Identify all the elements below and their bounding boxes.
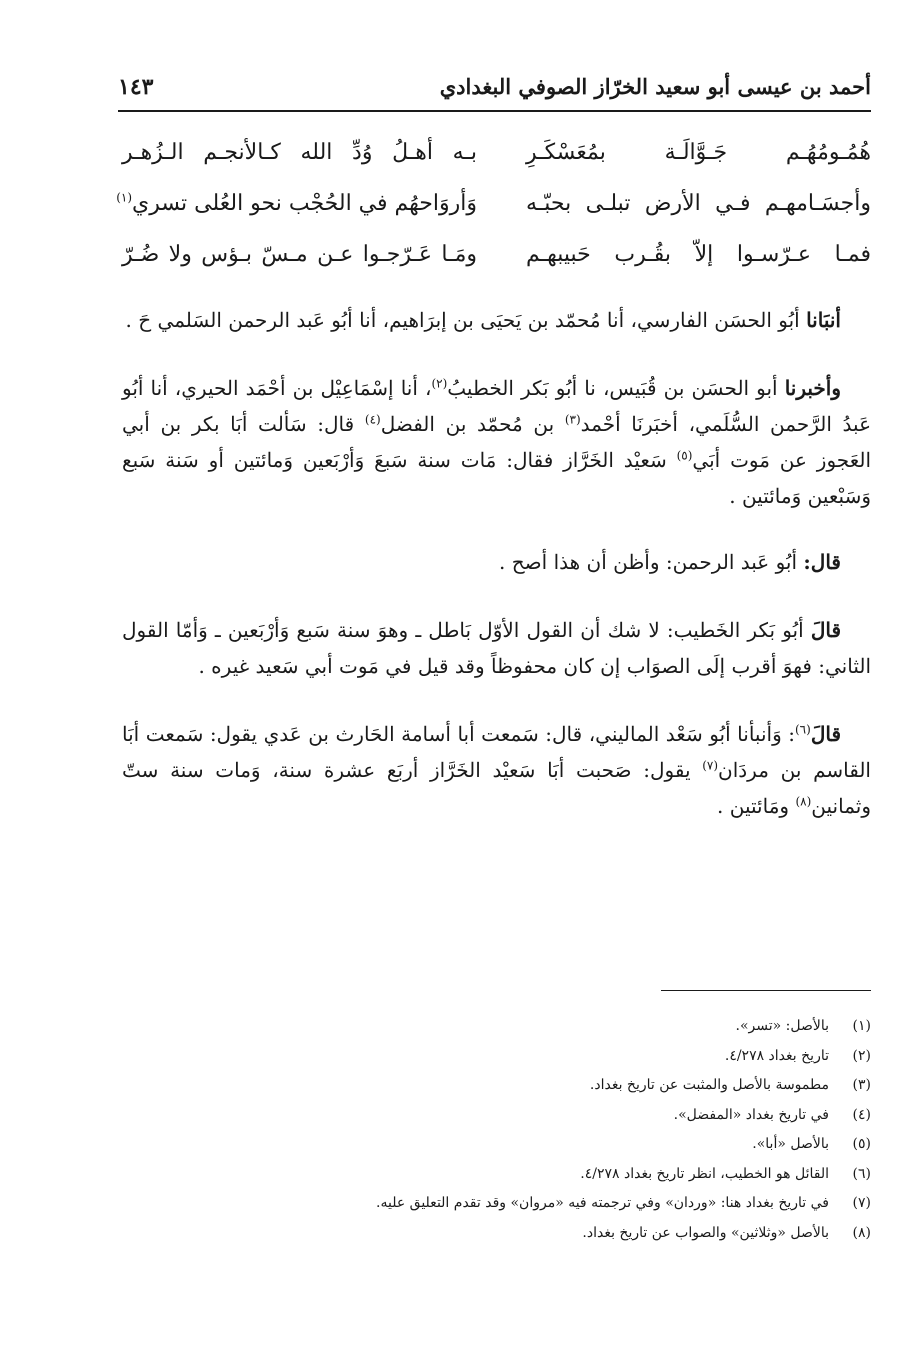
verse	[122, 140, 871, 191]
hemistich-text: وَأروَاحهُم في الحُجْب نحو العُلى تسري	[132, 191, 477, 216]
verse	[116, 190, 871, 242]
running-header	[118, 70, 871, 112]
footnote-text: تاريخ بغداد ٤/٢٧٨.	[724, 1047, 829, 1064]
paragraph-text: بن مُحمّد بن الفضل	[380, 412, 565, 436]
footnote-text: بالأصل «وثلاثين» والصواب عن تاريخ بغداد.	[582, 1224, 829, 1241]
footnote-text: في تاريخ بغداد «المفضل».	[673, 1106, 829, 1123]
footnote	[122, 1107, 871, 1137]
verse-second-hemistich	[116, 190, 477, 216]
verse-first-hemistich: وأجسَـامهـم فـي الأرض تبلـى بحبّـه	[526, 191, 871, 216]
footnote-number: (٥)	[852, 1136, 871, 1152]
footnote-number: (٣)	[852, 1077, 871, 1093]
footnote-text: بالأصل: «تسر».	[735, 1018, 829, 1034]
footnote	[122, 1195, 871, 1225]
footnote	[122, 1136, 871, 1166]
footnote-number: (٤)	[852, 1106, 871, 1123]
paragraph	[122, 612, 871, 684]
paragraph	[122, 544, 871, 580]
paragraph-text: أبو الحسَن بن قُبَيس، نا أبُو بَكر الخطيبُ	[447, 376, 785, 400]
footnote-ref: (٨)	[795, 794, 812, 809]
paragraph-text: : وَأنبأنا أبُو سَعْد الماليني، قال: سَمعت أبا أسامة الحَارث بن عَدي يقول: سَمعت أبَا القاسم بن مردَان	[122, 722, 871, 782]
paragraph	[122, 370, 871, 514]
footnote-ref: (٥)	[676, 448, 693, 463]
main-text	[122, 302, 871, 856]
poem	[116, 140, 871, 293]
paragraph-text: سَعيْد الخَرَّاز فقال: مَات سنة سَبعَ وَأرْبَعين وَمائتين أو سَنة سَبع وَسَبْعين وَمائتين .	[122, 448, 871, 508]
paragraph-text: أبُو عَبد الرحمن: وأظن أن هذا أصح .	[499, 550, 804, 574]
footnote-text: بالأصل «أبا».	[752, 1136, 829, 1152]
footnote-number: (٢)	[852, 1047, 871, 1064]
footnote-separator	[661, 990, 871, 991]
footnotes	[122, 1018, 871, 1254]
verse-second-hemistich: بـه أهـلُ وُدِّ الله كـالأنجـم الـزُهـر	[122, 140, 477, 165]
paragraph-text: ومَائتين .	[717, 794, 796, 818]
footnote	[122, 1018, 871, 1048]
footnote-number: (١)	[852, 1018, 871, 1034]
footnote-number: (٦)	[852, 1165, 871, 1182]
paragraph	[122, 716, 871, 824]
footnote-number: (٧)	[852, 1195, 871, 1211]
footnote-ref: (٧)	[702, 758, 719, 773]
footnote	[122, 1077, 871, 1107]
paragraph-keyword: قال:	[803, 550, 841, 574]
footnote-text: في تاريخ بغداد هنا: «وردان» وفي ترجمته فيه «مروان» وقد تقدم التعليق عليه.	[376, 1195, 829, 1211]
paragraph-text: أبُو الحسَن الفارسي، أنا مُحمّد بن يَحيَى بن إبرَاهيم، أنا أبُو عَبد الرحمن السَلمي حَ .	[125, 308, 807, 332]
verse-first-hemistich: فمـا عـرّسـوا إلاّ بقُـرب حَبيبهـم	[526, 242, 871, 267]
footnote-ref: (٢)	[431, 376, 448, 391]
paragraph-text: قال: سَألت أبَا بكر بن أبي العَجوز عن مَوت أبَي	[122, 412, 871, 472]
footnote	[122, 1166, 871, 1196]
footnote-text: مطموسة بالأصل والمثبت عن تاريخ بغداد.	[589, 1077, 829, 1093]
verse-second-hemistich: ومَـا عَـرّجـوا عـن مـسّ بـؤس ولا ضُـرّ	[122, 242, 477, 267]
paragraph	[122, 302, 871, 338]
paragraph-keyword: وأخبرنا	[784, 376, 841, 400]
paragraph-text: ، أنا إسْمَاعِيْل بن أحْمَد الحيري، أنا أبُو عَبدُ الرَّحمن السُّلَمي، أخبَرنَا أحْمد	[122, 376, 872, 436]
footnote-ref: (٦)	[794, 722, 811, 737]
paragraph-text: أبُو بَكر الخَطيب: لا شك أن القول الأوّل بَاطل ـ وهوَ سنة سَبع وَأرْبَعين ـ وَأمّا القول الثاني: فهوَ أقرب إلَى الصوَاب إن كان محفوظاً وقد قيل في مَوت أبي سَعيد غيره .	[122, 618, 871, 678]
footnote	[122, 1048, 871, 1078]
footnote-ref: (٤)	[364, 412, 381, 427]
footnote-number: (٨)	[852, 1224, 871, 1241]
footnote-text: القائل هو الخطيب، انظر تاريخ بغداد ٤/٢٧٨.	[580, 1165, 829, 1182]
paragraph-text: يقول: صَحبت أبَا سَعيْد الخَرَّاز أربَع عشرة سنة، وَمات سنة ستّ وثمانين	[122, 758, 871, 818]
paragraph-keyword: قالَ	[810, 722, 841, 746]
footnote	[122, 1225, 871, 1255]
paragraph-keyword: أنبَانا	[806, 308, 841, 332]
verse	[122, 242, 871, 293]
verse-first-hemistich: هُمُـومُهُـم جَـوَّالَـة بمُعَسْكَـرِ	[526, 140, 871, 165]
page-number: ١٤٣	[118, 74, 154, 100]
header-title: أحمد بن عيسى أبو سعيد الخرّاز الصوفي البغدادي	[439, 74, 871, 99]
footnote-ref: (١)	[116, 190, 133, 205]
footnote-ref: (٣)	[564, 412, 581, 427]
paragraph-keyword: قالَ	[810, 618, 841, 642]
